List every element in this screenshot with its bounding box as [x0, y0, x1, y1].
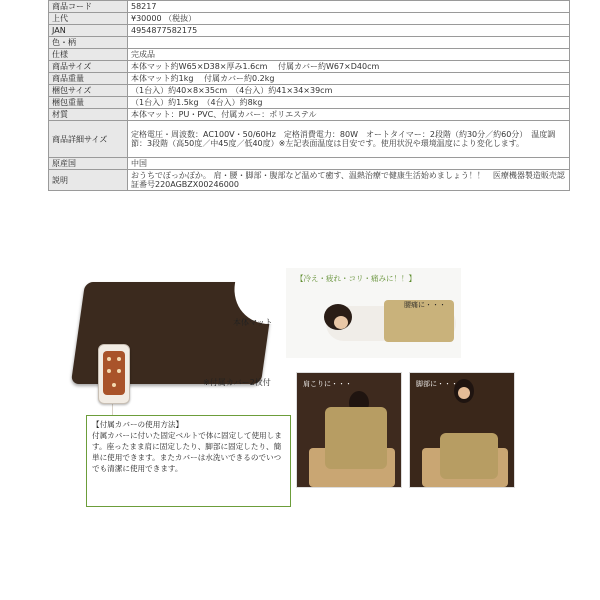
controller-button [107, 369, 111, 373]
spec-row-pack-weight [49, 97, 570, 109]
usage-body: 付属カバーに付いた固定ベルトで体に固定して使用します。座ったまま肩に固定したり、脚部に固定したり、簡単に使用できます。またカバーは水洗いできるのでいつでも清潔に使用できます。 [92, 431, 282, 473]
spec-label: 商品詳細サイズ [49, 121, 128, 158]
usage-instructions [86, 415, 291, 507]
shoulder-use-photo [296, 372, 402, 488]
spec-row-weight [49, 73, 570, 85]
spec-label: 説明 [49, 170, 128, 191]
spec-value: 完成品 [128, 49, 570, 61]
spec-label: 仕様 [49, 49, 128, 61]
spec-value: 本体マット約W65×D38×厚み1.6cm 付属カバー約W67×D40cm [128, 61, 570, 73]
shoulder-callout: 肩こりに・・・ [303, 380, 352, 388]
controller-button [117, 357, 121, 361]
spec-value: ¥30000 （税抜） [128, 13, 570, 25]
spec-row-code [49, 1, 570, 13]
spec-label: 色・柄 [49, 37, 128, 49]
person-face [334, 316, 348, 329]
spec-label: 商品重量 [49, 73, 128, 85]
spec-label: 原産国 [49, 158, 128, 170]
remote-controller-image [98, 344, 130, 404]
benefit-tagline: 【冷え・疲れ・コリ・痛みに！！】 [296, 274, 416, 283]
spec-label: 材質 [49, 109, 128, 121]
mat-label: 本体マット [233, 318, 273, 327]
controller-panel [103, 351, 125, 395]
spec-row-pack-size [49, 85, 570, 97]
spec-value: 4954877582175 [128, 25, 570, 37]
spec-value: 58217 [128, 1, 570, 13]
controller-button [117, 369, 121, 373]
spec-value: （1台入）約1.5kg （4台入）約8kg [128, 97, 570, 109]
spec-label: 梱包サイズ [49, 85, 128, 97]
leg-callout: 脚部に・・・ [416, 380, 458, 388]
spec-value: 定格電圧・周波数：AC100V・50/60Hz 定格消費電力：80W オートタイマー：2段階（約30分／約60分） 温度調節：3段階（高50度／中45度／低40度）※左記表面温度は目安です。使用状況や環境温度により変化します。 [128, 121, 570, 158]
spec-label: 商品コード [49, 1, 128, 13]
waist-callout: 腰痛に・・・ [404, 301, 446, 309]
leg-use-photo [409, 372, 515, 488]
spec-row-size [49, 61, 570, 73]
spec-row-price [49, 13, 570, 25]
spec-row-spec [49, 49, 570, 61]
spec-value [128, 37, 570, 49]
spec-row-details [49, 121, 570, 158]
spec-label: 商品サイズ [49, 61, 128, 73]
spec-value: 中国 [128, 158, 570, 170]
spec-row-jan [49, 25, 570, 37]
controller-button [107, 357, 111, 361]
cover-note: ※付属カバー2枚付 [203, 378, 271, 387]
spec-row-origin [49, 158, 570, 170]
product-image-panel [48, 242, 570, 549]
spec-row-material [49, 109, 570, 121]
usage-title: 【付属カバーの使用方法】 [92, 420, 184, 429]
spec-row-color [49, 37, 570, 49]
spec-value: 本体マット：PU・PVC、付属カバー：ポリエステル [128, 109, 570, 121]
spec-value: （1台入）約40×8×35cm （4台入）約41×34×39cm [128, 85, 570, 97]
spec-value: おうちでぽっかぽか。 肩・腰・脚部・腹部など温めて癒す、温熱治療で健康生活始めましょう！！ 医療機器製造販売認証番号220AGBZX00246000 [128, 170, 570, 191]
spec-table [48, 0, 570, 191]
cover-on-shoulders [325, 407, 387, 469]
spec-value: 本体マット約1kg 付属カバー約0.2kg [128, 73, 570, 85]
spec-label: 上代 [49, 13, 128, 25]
spec-label: JAN [49, 25, 128, 37]
spec-label: 梱包重量 [49, 97, 128, 109]
cover-on-legs [440, 433, 498, 479]
controller-button [112, 383, 116, 387]
spec-row-description [49, 170, 570, 191]
person-face [458, 387, 470, 399]
